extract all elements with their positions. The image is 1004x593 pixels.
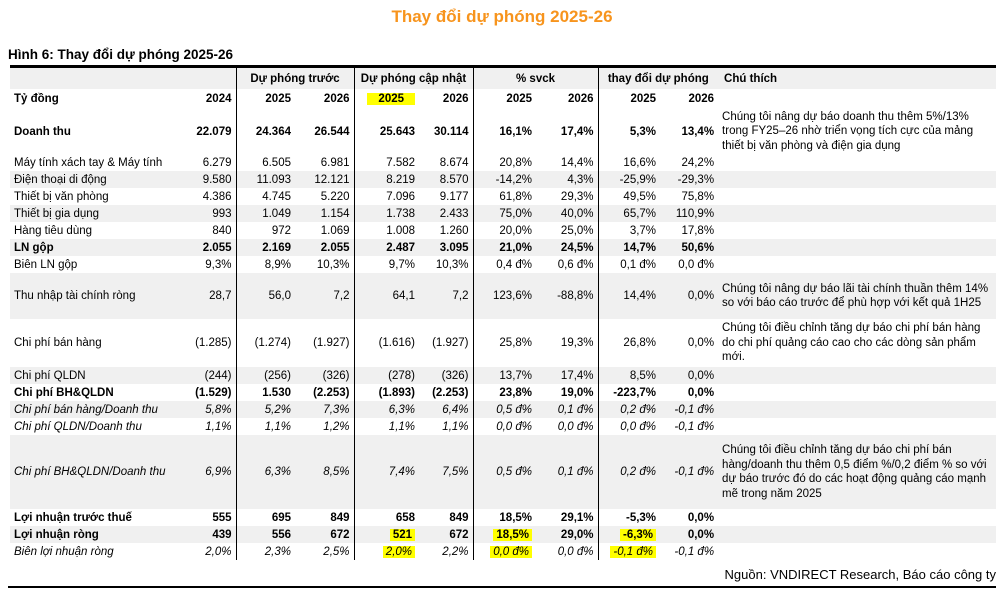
table-cell: 1.069 xyxy=(295,222,354,239)
table-cell: 16,6% xyxy=(623,156,657,169)
table-cell: 24.364 xyxy=(255,125,291,138)
table-cell: 6,3% xyxy=(264,466,291,478)
highlighted-value: 2,0% xyxy=(383,546,415,558)
table-cell: 29,0% xyxy=(536,526,598,543)
table-cell: 2,3% xyxy=(264,545,291,558)
group-header-row xyxy=(10,67,996,90)
table-cell: 0,6 đ% xyxy=(536,256,598,273)
table-cell: 25,0% xyxy=(536,222,598,239)
row-label: Chi phí QLDN xyxy=(14,369,86,382)
table-cell: 8.219 xyxy=(386,173,416,186)
table-cell: 19,0% xyxy=(536,384,598,401)
table-cell: 23,8% xyxy=(499,386,533,399)
group-header-yoy: % svck xyxy=(473,67,598,90)
table-cell: 1,1% xyxy=(180,418,236,435)
table-row xyxy=(10,543,996,560)
table-cell: 24,2% xyxy=(681,156,715,169)
table-row xyxy=(10,384,996,401)
table-cell: 8.674 xyxy=(419,154,473,171)
table-cell: 20,8% xyxy=(499,156,533,169)
highlighted-value: -0,1 đ% xyxy=(610,546,656,558)
year-prev-2026: 2026 xyxy=(295,89,354,109)
table-cell: (326) xyxy=(295,367,354,384)
table-cell: 849 xyxy=(419,509,473,526)
table-cell: 75,0% xyxy=(499,207,533,220)
table-cell: 18,5% xyxy=(499,511,533,524)
table-row xyxy=(10,526,996,543)
table-cell: 4.745 xyxy=(262,190,291,203)
table-cell: 13,4% xyxy=(681,125,715,138)
table-cell: 7.582 xyxy=(386,156,416,169)
table-cell: (256) xyxy=(264,369,291,382)
highlighted-value: -6,3% xyxy=(620,529,656,541)
table-cell: 0,0 đ% xyxy=(678,258,715,271)
table-cell: 8,5% xyxy=(295,435,354,509)
table-cell: (278) xyxy=(388,369,416,382)
table-cell: 0,0 đ% xyxy=(536,543,598,560)
table-cell: 6.279 xyxy=(180,154,236,171)
row-label: Doanh thu xyxy=(14,125,71,138)
table-cell: 1,1% xyxy=(419,418,473,435)
table-cell: (2.253) xyxy=(295,384,354,401)
table-cell: 1.008 xyxy=(386,224,416,237)
table-row xyxy=(10,188,996,205)
row-label: LN gộp xyxy=(14,241,54,254)
table-cell: 4,3% xyxy=(536,171,598,188)
table-cell: 61,8% xyxy=(499,190,533,203)
year-yoy-2026: 2026 xyxy=(536,89,598,109)
row-label: Chi phí BH&QLDN xyxy=(14,386,114,399)
table-row xyxy=(10,401,996,418)
row-label: Thiết bị văn phòng xyxy=(14,190,109,203)
table-cell: 6,3% xyxy=(388,403,416,416)
table-cell: 26.544 xyxy=(295,109,354,154)
table-cell: -29,3% xyxy=(677,173,715,186)
table-cell: 10,3% xyxy=(419,256,473,273)
table-cell: (2.253) xyxy=(419,384,473,401)
table-cell: (1.893) xyxy=(378,386,416,399)
row-label: Điện thoại di động xyxy=(14,173,107,186)
table-cell: 2,0% xyxy=(180,543,236,560)
table-row xyxy=(10,109,996,154)
table-cell: 7,3% xyxy=(295,401,354,418)
table-cell: 439 xyxy=(180,526,236,543)
note-cell xyxy=(718,205,996,222)
table-cell: (1.927) xyxy=(295,319,354,367)
table-row xyxy=(10,509,996,526)
table-cell: 972 xyxy=(271,224,291,237)
table-cell xyxy=(354,526,419,543)
table-cell: 2.487 xyxy=(386,241,416,254)
table-cell: 26,8% xyxy=(623,337,657,349)
table-cell: 6.981 xyxy=(295,154,354,171)
table-cell: 0,2 đ% xyxy=(620,403,657,416)
table-cell: 555 xyxy=(180,509,236,526)
year-header-row xyxy=(10,89,996,109)
note-cell xyxy=(718,222,996,239)
table-cell: 0,5 đ% xyxy=(496,466,533,478)
table-cell: 0,0% xyxy=(687,386,715,399)
highlighted-value: 0,0 đ% xyxy=(490,546,532,558)
table-cell: 123,6% xyxy=(493,290,533,302)
row-label: Chi phí bán hàng xyxy=(14,337,102,349)
table-cell: 64,1 xyxy=(392,290,416,302)
table-cell: 9,3% xyxy=(180,256,236,273)
table-cell xyxy=(473,543,536,560)
table-cell: (1.616) xyxy=(378,337,416,349)
note-cell: Chúng tôi điều chỉnh tăng dự báo chi phí bán hàng do chi phí quảng cáo cao cho các dòng sản phẩm mới. xyxy=(722,322,981,364)
table-cell: 6,4% xyxy=(419,401,473,418)
table-cell: 8,5% xyxy=(629,369,657,382)
table-cell: 110,9% xyxy=(675,207,715,220)
table-cell: 29,1% xyxy=(536,509,598,526)
table-cell: -223,7% xyxy=(613,386,657,399)
table-cell: -0,1 đ% xyxy=(674,420,715,433)
table-cell: 21,0% xyxy=(499,241,533,254)
source-attribution: Nguồn: VNDIRECT Research, Báo cáo công ty xyxy=(724,567,996,582)
table-cell: 6.505 xyxy=(262,156,291,169)
table-cell: 40,0% xyxy=(536,205,598,222)
table-cell: 1.260 xyxy=(419,222,473,239)
highlighted-value: 521 xyxy=(390,529,415,541)
note-cell xyxy=(718,367,996,384)
page-title: Thay đổi dự phóng 2025-26 xyxy=(391,7,613,26)
table-cell xyxy=(598,526,660,543)
note-cell xyxy=(718,384,996,401)
table-cell: (1.529) xyxy=(180,384,236,401)
note-cell xyxy=(718,526,996,543)
table-cell: 0,1 đ% xyxy=(536,401,598,418)
year-prev-2025: 2025 xyxy=(265,93,291,105)
table-cell: 8.570 xyxy=(419,171,473,188)
table-cell: 993 xyxy=(180,205,236,222)
year-change-2026: 2026 xyxy=(688,93,715,105)
table-cell: 0,1 đ% xyxy=(536,435,598,509)
note-cell xyxy=(718,154,996,171)
year-header-notes-empty xyxy=(718,89,996,109)
table-cell: 1.049 xyxy=(262,207,291,220)
table-cell: -0,1 đ% xyxy=(674,403,715,416)
unit-label: Tỷ đồng xyxy=(14,93,59,105)
table-cell: 9.177 xyxy=(419,188,473,205)
table-cell: 17,4% xyxy=(536,367,598,384)
table-cell: 7,4% xyxy=(388,466,416,478)
table-cell: 4.386 xyxy=(180,188,236,205)
table-cell: 10,3% xyxy=(295,256,354,273)
table-cell: 0,2 đ% xyxy=(620,466,657,478)
row-label: Thu nhập tài chính ròng xyxy=(14,290,136,302)
note-cell: Chúng tôi nâng dự báo lãi tài chính thuần thêm 14% so với báo cáo trước để phù hợp với kết quả 1H25 xyxy=(722,282,989,309)
table-cell: 12.121 xyxy=(295,171,354,188)
table-cell: 1,1% xyxy=(388,420,416,433)
table-cell: 13,7% xyxy=(499,369,533,382)
table-cell: 0,0 đ% xyxy=(496,420,533,433)
group-header-notes: Chú thích xyxy=(724,72,778,85)
table-cell: 1.154 xyxy=(295,205,354,222)
table-cell: 65,7% xyxy=(623,207,657,220)
forecast-table xyxy=(10,65,996,560)
note-cell xyxy=(718,509,996,526)
table-row xyxy=(10,154,996,171)
table-cell: 672 xyxy=(295,526,354,543)
table-cell: 9.580 xyxy=(180,171,236,188)
bottom-divider xyxy=(8,586,996,588)
highlighted-year: 2025 xyxy=(367,93,415,105)
table-row xyxy=(10,435,996,509)
table-row xyxy=(10,367,996,384)
table-cell: 14,4% xyxy=(623,290,657,302)
row-label: Chi phí BH&QLDN/Doanh thu xyxy=(14,466,166,478)
table-cell: 0,1 đ% xyxy=(620,258,657,271)
table-cell: 2.055 xyxy=(180,239,236,256)
table-row xyxy=(10,171,996,188)
table-cell: (244) xyxy=(180,367,236,384)
note-cell: Chúng tôi nâng dự báo doanh thu thêm 5%/13% trong FY25–26 nhờ triển vọng tích cực của mảng thiết bị văn phòng và điện gia dụng xyxy=(722,110,974,152)
table-row xyxy=(10,319,996,367)
table-cell: (326) xyxy=(419,367,473,384)
table-cell: 28,7 xyxy=(180,273,236,319)
row-label: Chi phí QLDN/Doanh thu xyxy=(14,420,142,433)
table-cell: 2.055 xyxy=(295,239,354,256)
table-cell: -0,1 đ% xyxy=(674,466,715,478)
table-cell: 5,3% xyxy=(629,125,657,138)
note-cell xyxy=(718,418,996,435)
table-cell: -5,3% xyxy=(625,511,657,524)
table-cell: 5,8% xyxy=(180,401,236,418)
table-cell: 24,5% xyxy=(536,239,598,256)
table-cell: 20,0% xyxy=(499,224,533,237)
table-row xyxy=(10,222,996,239)
table-row xyxy=(10,256,996,273)
table-cell: 14,7% xyxy=(623,241,657,254)
table-cell: 0,0% xyxy=(687,337,715,349)
table-row xyxy=(10,273,996,319)
year-yoy-2025: 2025 xyxy=(506,93,533,105)
table-cell: 14,4% xyxy=(536,154,598,171)
figure-caption: Hình 6: Thay đổi dự phóng 2025-26 xyxy=(8,47,234,62)
table-cell: 17,4% xyxy=(536,109,598,154)
table-cell: 0,0 đ% xyxy=(620,420,657,433)
table-cell: 658 xyxy=(395,511,416,524)
table-cell: 25.643 xyxy=(379,125,416,138)
group-header-empty xyxy=(10,67,236,90)
table-cell: 5.220 xyxy=(295,188,354,205)
table-cell: 75,8% xyxy=(681,190,715,203)
year-updated-2025 xyxy=(354,89,419,109)
table-cell: 16,1% xyxy=(499,125,533,138)
row-label: Biên LN gộp xyxy=(14,258,78,271)
row-label: Máy tính xách tay & Máy tính xyxy=(14,156,163,169)
table-cell: 11.093 xyxy=(256,173,291,186)
row-label: Thiết bị gia dụng xyxy=(14,207,100,220)
table-cell: 0,0% xyxy=(687,511,715,524)
table-cell: 9,7% xyxy=(388,258,416,271)
table-cell: 695 xyxy=(271,511,291,524)
year-2024: 2024 xyxy=(180,89,236,109)
table-cell: 0,0 đ% xyxy=(536,418,598,435)
highlighted-value: 18,5% xyxy=(493,529,532,541)
table-cell: 17,8% xyxy=(681,224,715,237)
table-cell: 7,5% xyxy=(419,435,473,509)
table-cell: 8,9% xyxy=(264,258,291,271)
table-cell: 1.530 xyxy=(262,386,291,399)
table-cell: 5,2% xyxy=(264,403,291,416)
table-cell: 1,1% xyxy=(264,420,291,433)
group-header-forecast-change: thay đổi dự phóng xyxy=(607,72,709,85)
table-cell: 1.738 xyxy=(386,207,416,220)
table-cell: 556 xyxy=(271,528,291,541)
table-cell: 840 xyxy=(180,222,236,239)
table-cell: 56,0 xyxy=(268,290,291,302)
table-row xyxy=(10,418,996,435)
year-updated-2026: 2026 xyxy=(419,89,473,109)
note-cell xyxy=(718,171,996,188)
row-label: Chi phí bán hàng/Doanh thu xyxy=(14,403,158,416)
table-cell: 7,2 xyxy=(419,273,473,319)
table-cell xyxy=(354,543,419,560)
table-cell: -14,2% xyxy=(495,173,533,186)
table-cell: 0,4 đ% xyxy=(496,258,533,271)
table-cell: 0,0% xyxy=(687,369,715,382)
table-cell: 25,8% xyxy=(499,337,533,349)
table-cell: 22.079 xyxy=(180,109,236,154)
table-cell: 7,2 xyxy=(295,273,354,319)
table-cell: (1.274) xyxy=(254,337,291,349)
table-cell xyxy=(598,543,660,560)
table-row xyxy=(10,239,996,256)
table-cell: 0,5 đ% xyxy=(496,403,533,416)
row-label: Hàng tiêu dùng xyxy=(14,224,93,237)
table-cell: 30.114 xyxy=(419,109,473,154)
table-cell: 49,5% xyxy=(623,190,657,203)
table-cell xyxy=(473,526,536,543)
table-cell: 672 xyxy=(419,526,473,543)
table-cell: 2,5% xyxy=(295,543,354,560)
table-cell: 3,7% xyxy=(629,224,657,237)
table-cell: 2.169 xyxy=(262,241,291,254)
table-cell: 6,9% xyxy=(180,435,236,509)
group-header-previous-forecast: Dự phóng trước xyxy=(236,67,354,90)
table-cell: -25,9% xyxy=(619,173,657,186)
table-cell: 2.433 xyxy=(419,205,473,222)
note-cell xyxy=(718,256,996,273)
note-cell xyxy=(718,401,996,418)
table-cell: 0,0% xyxy=(687,528,715,541)
note-cell xyxy=(718,543,996,560)
row-label: Lợi nhuận ròng xyxy=(14,528,99,541)
table-cell: 50,6% xyxy=(681,241,715,254)
table-cell: 1,2% xyxy=(295,418,354,435)
table-cell: -0,1 đ% xyxy=(674,545,715,558)
note-cell xyxy=(718,239,996,256)
row-label: Biên lợi nhuận ròng xyxy=(14,545,114,558)
note-cell: Chúng tôi điều chỉnh tăng dự báo chi phí bán hàng/doanh thu thêm 0,5 điểm %/0,2 điểm % so với dự báo trước đó do các hoạt động quảng cáo mạnh mẽ trong năm 2025 xyxy=(722,444,987,500)
note-cell xyxy=(718,188,996,205)
table-cell: -88,8% xyxy=(536,273,598,319)
table-cell: 2,2% xyxy=(419,543,473,560)
table-cell: 0,0% xyxy=(687,290,715,302)
table-cell: 29,3% xyxy=(536,188,598,205)
table-cell: 7.096 xyxy=(386,190,416,203)
table-cell: 3.095 xyxy=(419,239,473,256)
table-cell: (1.285) xyxy=(180,319,236,367)
row-label: Lợi nhuận trước thuế xyxy=(14,511,132,524)
table-cell: (1.927) xyxy=(419,319,473,367)
year-change-2025: 2025 xyxy=(630,93,657,105)
table-cell: 19,3% xyxy=(536,319,598,367)
group-header-updated-forecast: Dự phóng cập nhật xyxy=(354,67,473,90)
table-cell: 849 xyxy=(295,509,354,526)
table-row xyxy=(10,205,996,222)
